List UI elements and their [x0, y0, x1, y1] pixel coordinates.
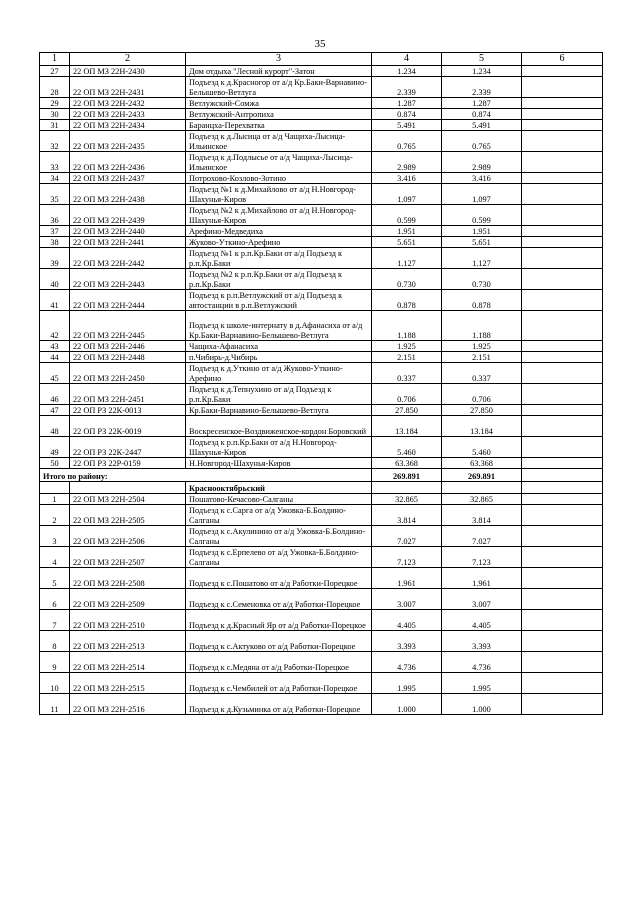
- road-name: Чащиха-Афанасиха: [186, 341, 372, 352]
- length-col5: 1.995: [442, 673, 522, 694]
- page-number: 35: [314, 38, 326, 50]
- road-code: 22 ОП МЗ 22Н-2516: [70, 694, 186, 715]
- road-name: Подъезд к д.Кузьминка от а/д Работки-Порецкое: [186, 694, 372, 715]
- road-name: Подъезд к с.Сарга от а/д Ужовка-Б.Болдино-Салганы: [186, 505, 372, 526]
- road-code: 22 ОП МЗ 22Н-2438: [70, 184, 186, 205]
- length-col5: 4.405: [442, 610, 522, 631]
- empty-col6: [522, 109, 603, 120]
- length-col4: 1.188: [372, 311, 442, 341]
- empty-col6: [522, 384, 603, 405]
- road-name: Подъезд к д.Красный Яр от а/д Работки-Порецкое: [186, 610, 372, 631]
- row-number: 48: [40, 416, 70, 437]
- length-col5: 7.027: [442, 526, 522, 547]
- road-name: Подъезд №1 к д.Михайлово от а/д Н.Новгород-Шахунья-Киров: [186, 184, 372, 205]
- row-number: 50: [40, 458, 70, 469]
- table-row: [40, 505, 603, 526]
- length-col4: 3.007: [372, 589, 442, 610]
- length-col5: 0.730: [442, 269, 522, 290]
- empty-col6: [522, 610, 603, 631]
- road-name: Дом отдыха "Лесной курорт"-Затон: [186, 66, 372, 77]
- empty-col6: [522, 494, 603, 505]
- empty-col6: [522, 237, 603, 248]
- road-code: 22 ОП МЗ 22Н-2442: [70, 248, 186, 269]
- road-code: 22 ОП МЗ 22Н-2434: [70, 120, 186, 131]
- table-row: [40, 173, 603, 184]
- length-col4: 3.416: [372, 173, 442, 184]
- row-number: 44: [40, 352, 70, 363]
- length-col4: 0.765: [372, 131, 442, 152]
- road-code: 22 ОП РЗ 22К-0013: [70, 405, 186, 416]
- row-number: 35: [40, 184, 70, 205]
- road-code: 22 ОП РЗ 22К-2447: [70, 437, 186, 458]
- table-row: [40, 205, 603, 226]
- row-number: 28: [40, 77, 70, 98]
- district-row: [40, 482, 603, 494]
- length-col4: 3.393: [372, 631, 442, 652]
- table-row: [40, 311, 603, 341]
- length-col5: 0.878: [442, 290, 522, 311]
- road-name: Подъезд к с.Акулинино от а/д Ужовка-Б.Болдино-Салганы: [186, 526, 372, 547]
- road-name: Подъезд к с.Медяна от а/д Работки-Порецкое: [186, 652, 372, 673]
- empty-col6: [522, 673, 603, 694]
- row-number: 36: [40, 205, 70, 226]
- row-number: 6: [40, 589, 70, 610]
- table-row: [40, 694, 603, 715]
- length-col4: 0.337: [372, 363, 442, 384]
- row-number: 40: [40, 269, 70, 290]
- length-col5: 1.961: [442, 568, 522, 589]
- empty-col2: [70, 482, 186, 494]
- row-number: 47: [40, 405, 70, 416]
- length-col4: 5.460: [372, 437, 442, 458]
- length-col4: 1.234: [372, 66, 442, 77]
- table-row: [40, 184, 603, 205]
- road-code: 22 ОП МЗ 22Н-2507: [70, 547, 186, 568]
- road-code: 22 ОП МЗ 22Н-2515: [70, 673, 186, 694]
- empty-col6: [522, 120, 603, 131]
- empty-col6: [522, 66, 603, 77]
- road-name: Воскресенское-Воздвиженское-кордон Боровский: [186, 416, 372, 437]
- road-code: 22 ОП МЗ 22Н-2506: [70, 526, 186, 547]
- empty-col6: [522, 547, 603, 568]
- road-code: 22 ОП МЗ 22Н-2443: [70, 269, 186, 290]
- length-col5: 7.123: [442, 547, 522, 568]
- length-col5: 5.460: [442, 437, 522, 458]
- column-header-1: 1: [40, 53, 70, 66]
- road-code: 22 ОП МЗ 22Н-2430: [70, 66, 186, 77]
- empty-col6: [522, 416, 603, 437]
- empty-col5: [442, 482, 522, 494]
- row-number: 27: [40, 66, 70, 77]
- table-row: [40, 341, 603, 352]
- length-col4: 1.951: [372, 226, 442, 237]
- road-code: 22 ОП МЗ 22Н-2444: [70, 290, 186, 311]
- road-name: Подъезд к с.Ерпелево от а/д Ужовка-Б.Болдино-Салганы: [186, 547, 372, 568]
- road-name: Подъезд к с.Пошатово от а/д Работки-Порецкое: [186, 568, 372, 589]
- length-col4: 2.989: [372, 152, 442, 173]
- road-code: 22 ОП МЗ 22Н-2437: [70, 173, 186, 184]
- total-row: [40, 469, 603, 482]
- road-name: Подъезд к р.п.Ветлужский от а/д Подъезд к автостанции в р.п.Ветлужский: [186, 290, 372, 311]
- road-name: Подъезд №1 к р.п.Кр.Баки от а/д Подъезд к р.п.Кр.Баки: [186, 248, 372, 269]
- empty-col6: [522, 568, 603, 589]
- road-code: 22 ОП МЗ 22Н-2433: [70, 109, 186, 120]
- empty-col6: [522, 226, 603, 237]
- road-name: Кр.Баки-Варнавино-Белышево-Ветлуга: [186, 405, 372, 416]
- row-number: 49: [40, 437, 70, 458]
- length-col5: 1.234: [442, 66, 522, 77]
- table-row: [40, 673, 603, 694]
- table-row: [40, 568, 603, 589]
- total-col4: 269.891: [372, 469, 442, 482]
- length-col5: 2.989: [442, 152, 522, 173]
- road-code: 22 ОП МЗ 22Н-2451: [70, 384, 186, 405]
- road-name: Подъезд к с.Актуково от а/д Работки-Порецкое: [186, 631, 372, 652]
- road-name: Потрохово-Козлово-Зотино: [186, 173, 372, 184]
- table-row: [40, 77, 603, 98]
- length-col5: 32.865: [442, 494, 522, 505]
- empty-col6: [522, 205, 603, 226]
- table-row: [40, 384, 603, 405]
- length-col5: 0.706: [442, 384, 522, 405]
- length-col5: 5.651: [442, 237, 522, 248]
- row-number: 38: [40, 237, 70, 248]
- total-label: Итого по району:: [40, 469, 372, 482]
- length-col4: 1.000: [372, 694, 442, 715]
- road-name: Подъезд к д.Уткино от а/д Жуково-Уткино-Арефино: [186, 363, 372, 384]
- length-col4: 32.865: [372, 494, 442, 505]
- length-col5: 2.339: [442, 77, 522, 98]
- road-code: 22 ОП МЗ 22Н-2441: [70, 237, 186, 248]
- road-name: Подъезд №2 к р.п.Кр.Баки от а/д Подъезд к р.п.Кр.Баки: [186, 269, 372, 290]
- empty-col1: [40, 482, 70, 494]
- road-code: 22 ОП МЗ 22Н-2513: [70, 631, 186, 652]
- row-number: 4: [40, 547, 70, 568]
- column-header-5: 5: [442, 53, 522, 66]
- length-col5: 0.599: [442, 205, 522, 226]
- row-number: 31: [40, 120, 70, 131]
- row-number: 43: [40, 341, 70, 352]
- road-code: 22 ОП МЗ 22Н-2504: [70, 494, 186, 505]
- row-number: 34: [40, 173, 70, 184]
- empty-col6: [522, 505, 603, 526]
- length-col5: 27.850: [442, 405, 522, 416]
- row-number: 39: [40, 248, 70, 269]
- table-row: [40, 98, 603, 109]
- empty-col6: [522, 694, 603, 715]
- length-col5: 1.925: [442, 341, 522, 352]
- road-code: 22 ОП МЗ 22Н-2439: [70, 205, 186, 226]
- empty-col6: [522, 152, 603, 173]
- road-name: Подъезд к с.Семеновка от а/д Работки-Порецкое: [186, 589, 372, 610]
- empty-col6: [522, 437, 603, 458]
- road-code: 22 ОП РЗ 22К-0019: [70, 416, 186, 437]
- row-number: 5: [40, 568, 70, 589]
- empty-col6: [522, 482, 603, 494]
- table-row: [40, 269, 603, 290]
- road-code: 22 ОП МЗ 22Н-2450: [70, 363, 186, 384]
- length-col4: 7.027: [372, 526, 442, 547]
- length-col5: 63.368: [442, 458, 522, 469]
- road-code: 22 ОП МЗ 22Н-2509: [70, 589, 186, 610]
- road-name: Подъезд к д.Подлысье от а/д Чащиха-Лысица-Ильинское: [186, 152, 372, 173]
- column-header-3: 3: [186, 53, 372, 66]
- length-col5: 0.337: [442, 363, 522, 384]
- table-row: [40, 494, 603, 505]
- table-row: [40, 589, 603, 610]
- empty-col6: [522, 248, 603, 269]
- length-col5: 1.127: [442, 248, 522, 269]
- table-row: [40, 610, 603, 631]
- table-row: [40, 226, 603, 237]
- table-row: [40, 248, 603, 269]
- empty-col6: [522, 469, 603, 482]
- table-row: [40, 526, 603, 547]
- empty-col6: [522, 631, 603, 652]
- length-col5: 3.393: [442, 631, 522, 652]
- table-row: [40, 352, 603, 363]
- column-header-4: 4: [372, 53, 442, 66]
- row-number: 7: [40, 610, 70, 631]
- row-number: 33: [40, 152, 70, 173]
- length-col4: 0.878: [372, 290, 442, 311]
- row-number: 41: [40, 290, 70, 311]
- empty-col6: [522, 311, 603, 341]
- road-name: Пошатово-Кечасово-Салганы: [186, 494, 372, 505]
- length-col5: 3.007: [442, 589, 522, 610]
- row-number: 8: [40, 631, 70, 652]
- length-col4: 3.814: [372, 505, 442, 526]
- row-number: 1: [40, 494, 70, 505]
- empty-col6: [522, 363, 603, 384]
- column-header-6: 6: [522, 53, 603, 66]
- road-name: Подъезд к школе-интернату в д.Афанасиха от а/д Кр.Баки-Варнавино-Белышево-Ветлуга: [186, 311, 372, 341]
- empty-col6: [522, 352, 603, 363]
- empty-col6: [522, 405, 603, 416]
- length-col5: 1.951: [442, 226, 522, 237]
- table-row: [40, 109, 603, 120]
- road-code: 22 ОП МЗ 22Н-2436: [70, 152, 186, 173]
- row-number: 9: [40, 652, 70, 673]
- empty-col6: [522, 526, 603, 547]
- road-code: 22 ОП МЗ 22Н-2445: [70, 311, 186, 341]
- table-row: [40, 237, 603, 248]
- length-col5: 0.874: [442, 109, 522, 120]
- length-col4: 5.491: [372, 120, 442, 131]
- length-col5: 3.814: [442, 505, 522, 526]
- length-col4: 1.961: [372, 568, 442, 589]
- length-col4: 0.599: [372, 205, 442, 226]
- row-number: 3: [40, 526, 70, 547]
- road-code: 22 ОП МЗ 22Н-2446: [70, 341, 186, 352]
- row-number: 29: [40, 98, 70, 109]
- table-row: [40, 631, 603, 652]
- row-number: 10: [40, 673, 70, 694]
- road-name: Подъезд к д.Лысица от а/д Чащиха-Лысица-Ильинское: [186, 131, 372, 152]
- length-col4: 27.850: [372, 405, 442, 416]
- length-col4: 1.287: [372, 98, 442, 109]
- empty-col6: [522, 98, 603, 109]
- table-row: [40, 405, 603, 416]
- length-col4: 63.368: [372, 458, 442, 469]
- road-code: 22 ОП МЗ 22Н-2514: [70, 652, 186, 673]
- length-col5: 1.188: [442, 311, 522, 341]
- row-number: 37: [40, 226, 70, 237]
- district-name: Краснооктябрьский: [186, 482, 372, 494]
- length-col5: 1.097: [442, 184, 522, 205]
- table-row: [40, 437, 603, 458]
- road-code: 22 ОП МЗ 22Н-2431: [70, 77, 186, 98]
- length-col4: 13.184: [372, 416, 442, 437]
- empty-col6: [522, 77, 603, 98]
- length-col4: 1.127: [372, 248, 442, 269]
- roads-table: [39, 52, 603, 715]
- row-number: 2: [40, 505, 70, 526]
- empty-col6: [522, 458, 603, 469]
- length-col4: 4.736: [372, 652, 442, 673]
- table-row: [40, 363, 603, 384]
- total-col5: 269.891: [442, 469, 522, 482]
- table-row: [40, 652, 603, 673]
- road-name: Баранцха-Перехватка: [186, 120, 372, 131]
- length-col5: 2.151: [442, 352, 522, 363]
- header-row: [40, 53, 603, 66]
- road-name: Ветлужский-Антропиха: [186, 109, 372, 120]
- row-number: 32: [40, 131, 70, 152]
- length-col4: 5.651: [372, 237, 442, 248]
- empty-col6: [522, 131, 603, 152]
- length-col4: 2.151: [372, 352, 442, 363]
- road-code: 22 ОП МЗ 22Н-2505: [70, 505, 186, 526]
- empty-col4: [372, 482, 442, 494]
- road-name: Подъезд к р.п.Кр.Баки от а/д Н.Новгород-Шахунья-Киров: [186, 437, 372, 458]
- road-code: 22 ОП МЗ 22Н-2508: [70, 568, 186, 589]
- empty-col6: [522, 589, 603, 610]
- length-col5: 5.491: [442, 120, 522, 131]
- table-row: [40, 416, 603, 437]
- road-name: Подъезд к д.Красногор от а/д Кр.Баки-Варнавино-Белышево-Ветлуга: [186, 77, 372, 98]
- length-col5: 13.184: [442, 416, 522, 437]
- empty-col6: [522, 652, 603, 673]
- row-number: 42: [40, 311, 70, 341]
- table-row: [40, 547, 603, 568]
- road-code: 22 ОП РЗ 22Р-0159: [70, 458, 186, 469]
- empty-col6: [522, 173, 603, 184]
- column-header-2: 2: [70, 53, 186, 66]
- length-col4: 7.123: [372, 547, 442, 568]
- empty-col6: [522, 269, 603, 290]
- row-number: 11: [40, 694, 70, 715]
- empty-col6: [522, 184, 603, 205]
- row-number: 30: [40, 109, 70, 120]
- length-col4: 0.874: [372, 109, 442, 120]
- table-row: [40, 152, 603, 173]
- length-col5: 4.736: [442, 652, 522, 673]
- road-name: Жуково-Уткино-Арефино: [186, 237, 372, 248]
- length-col5: 3.416: [442, 173, 522, 184]
- table-row: [40, 290, 603, 311]
- empty-col6: [522, 341, 603, 352]
- road-name: Подъезд к с.Чембилей от а/д Работки-Порецкое: [186, 673, 372, 694]
- empty-col6: [522, 290, 603, 311]
- road-code: 22 ОП МЗ 22Н-2432: [70, 98, 186, 109]
- length-col4: 1.097: [372, 184, 442, 205]
- length-col4: 0.706: [372, 384, 442, 405]
- length-col4: 2.339: [372, 77, 442, 98]
- length-col4: 0.730: [372, 269, 442, 290]
- length-col4: 1.995: [372, 673, 442, 694]
- length-col5: 1.000: [442, 694, 522, 715]
- length-col5: 1.287: [442, 98, 522, 109]
- length-col5: 0.765: [442, 131, 522, 152]
- road-name: Подъезд к д.Тепнухино от а/д Подъезд к р.п.Кр.Баки: [186, 384, 372, 405]
- table-row: [40, 458, 603, 469]
- road-code: 22 ОП МЗ 22Н-2435: [70, 131, 186, 152]
- road-name: Н.Новгород-Шахунья-Киров: [186, 458, 372, 469]
- road-name: Арефино-Медведиха: [186, 226, 372, 237]
- road-code: 22 ОП МЗ 22Н-2510: [70, 610, 186, 631]
- row-number: 46: [40, 384, 70, 405]
- length-col4: 4.405: [372, 610, 442, 631]
- table-row: [40, 120, 603, 131]
- road-name: Ветлужский-Сомжа: [186, 98, 372, 109]
- road-name: Подъезд №2 к д.Михайлово от а/д Н.Новгород-Шахунья-Киров: [186, 205, 372, 226]
- table-row: [40, 66, 603, 77]
- row-number: 45: [40, 363, 70, 384]
- road-code: 22 ОП МЗ 22Н-2440: [70, 226, 186, 237]
- road-name: п.Чибирь-д.Чибирь: [186, 352, 372, 363]
- table-row: [40, 131, 603, 152]
- road-code: 22 ОП МЗ 22Н-2448: [70, 352, 186, 363]
- length-col4: 1.925: [372, 341, 442, 352]
